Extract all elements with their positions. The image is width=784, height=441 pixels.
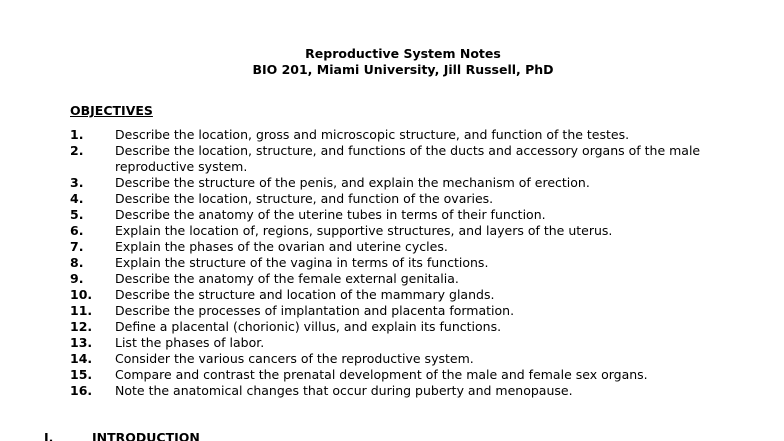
objective-text: Describe the processes of implantation and placenta formation. <box>115 303 515 318</box>
list-item <box>70 207 760 223</box>
list-item <box>70 175 760 191</box>
list-item <box>70 127 760 143</box>
objective-number: 6. <box>70 223 84 238</box>
objective-text: Explain the phases of the ovarian and uterine cycles. <box>115 239 448 254</box>
objective-number: 14. <box>70 351 93 366</box>
document-subtitle: BIO 201, Miami University, Jill Russell, PhD <box>252 62 554 77</box>
objective-number: 13. <box>70 335 93 350</box>
objective-text: Compare and contrast the prenatal development of the male and female sex organs. <box>115 367 648 382</box>
list-item <box>70 239 760 255</box>
objective-text: Consider the various cancers of the reproductive system. <box>115 351 474 366</box>
objective-number: 8. <box>70 255 84 270</box>
list-item <box>70 335 760 351</box>
objectives-list <box>70 127 760 399</box>
list-item <box>70 191 760 207</box>
objective-text: Note the anatomical changes that occur during puberty and menopause. <box>115 383 573 398</box>
list-item <box>70 287 760 303</box>
objective-text: Explain the location of, regions, supportive structures, and layers of the uterus. <box>115 223 613 238</box>
objective-number: 2. <box>70 143 84 158</box>
objective-text: Describe the location, structure, and functions of the ducts and accessory organs of the male reproductive system. <box>115 143 701 174</box>
objective-text: Describe the anatomy of the female external genitalia. <box>115 271 459 286</box>
list-item <box>70 319 760 335</box>
objective-text: Define a placental (chorionic) villus, and explain its functions. <box>115 319 502 334</box>
objective-number: 12. <box>70 319 93 334</box>
objective-text: Describe the location, structure, and function of the ovaries. <box>115 191 494 206</box>
list-item <box>70 367 760 383</box>
objective-number: 16. <box>70 383 93 398</box>
objectives-heading: OBJECTIVES <box>70 103 153 118</box>
objective-number: 3. <box>70 175 84 190</box>
introduction-numeral: I. <box>44 430 54 441</box>
objective-number: 7. <box>70 239 84 254</box>
objective-number: 11. <box>70 303 93 318</box>
list-item <box>70 383 760 399</box>
list-item <box>70 255 760 271</box>
document-title: Reproductive System Notes <box>305 46 501 61</box>
list-item <box>70 351 760 367</box>
list-item <box>70 223 760 239</box>
list-item <box>70 271 760 287</box>
objective-text: Describe the structure and location of the mammary glands. <box>115 287 495 302</box>
objective-number: 5. <box>70 207 84 222</box>
objective-text: Describe the structure of the penis, and explain the mechanism of erection. <box>115 175 590 190</box>
objective-number: 9. <box>70 271 84 286</box>
objective-text: Describe the location, gross and microscopic structure, and function of the testes. <box>115 127 630 142</box>
objective-number: 15. <box>70 367 93 382</box>
introduction-title: INTRODUCTION <box>92 430 200 441</box>
list-item <box>70 143 760 175</box>
objective-text: List the phases of labor. <box>115 335 265 350</box>
objective-number: 1. <box>70 127 84 142</box>
list-item <box>70 303 760 319</box>
objective-number: 4. <box>70 191 84 206</box>
objective-text: Describe the anatomy of the uterine tubes in terms of their function. <box>115 207 546 222</box>
objective-text: Explain the structure of the vagina in terms of its functions. <box>115 255 489 270</box>
objective-number: 10. <box>70 287 93 302</box>
